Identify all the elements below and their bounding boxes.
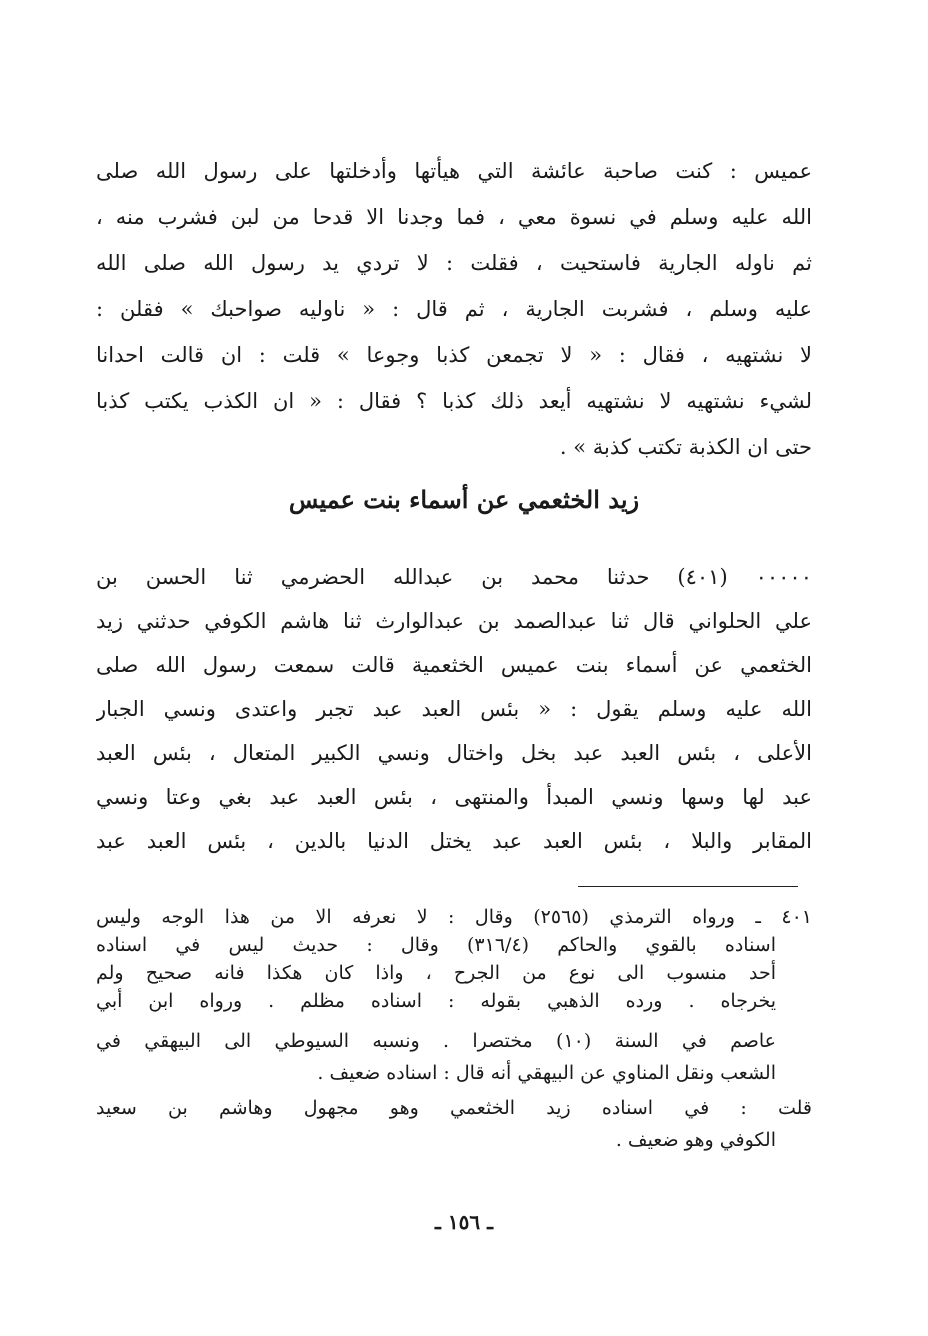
text-line: ثم ناوله الجارية فاستحيت ، فقلت : لا تردي يد رسول الله صلى الله [96, 251, 812, 275]
footnote-line: عاصم في السنة (١٠) مختصرا . ونسبه السيوطي الى البيهقي في [96, 1030, 776, 1052]
text-line: الخثعمي عن أسماء بنت عميس الخثعمية قالت سمعت رسول الله صلى [96, 653, 812, 677]
text-line: عميس : كنت صاحبة عائشة التي هيأتها وأدخلتها على رسول الله صلى [96, 159, 812, 183]
footnote-line: اسناده بالقوي والحاكم (٣١٦/٤) وقال : حديث ليس في اسناده [96, 934, 776, 956]
text-line: الله عليه وسلم في نسوة معي ، فما وجدنا الا قدحا من لبن فشرب منه ، [96, 205, 812, 229]
footnote-line: يخرجاه . ورده الذهبي بقوله : اسناده مظلم . ورواه ابن أبي [96, 990, 776, 1012]
text-line: الله عليه وسلم يقول : « بئس العبد عبد تجبر واعتدى ونسي الجبار [96, 697, 812, 721]
text-line: لا نشتهيه ، فقال : « لا تجمعن كذبا وجوعا » قلت : ان قالت احدانا [96, 343, 812, 367]
footnote-line: الشعب ونقل المناوي عن البيهقي أنه قال : اسناده ضعيف . [317, 1062, 776, 1084]
footnote-line: أحد منسوب الى نوع من الجرح ، واذا كان هكذا فانه صحيح ولم [96, 962, 776, 984]
footnote-line: قلت : في اسناده زيد الخثعمي وهو مجهول وهاشم بن سعيد [96, 1097, 812, 1119]
text-line: عليه وسلم ، فشربت الجارية ، ثم قال : « ناوليه صواحبك » فقلن : [96, 297, 812, 321]
section-heading: زيد الخثعمي عن أسماء بنت عميس [288, 485, 640, 514]
text-line: عبد لها وسها ونسي المبدأ والمنتهى ، بئس العبد عبد بغي وعتا ونسي [96, 785, 812, 809]
footnote-divider [578, 886, 798, 887]
footnote-line: ٤٠١ ـ ورواه الترمذي (٢٥٦٥) وقال : لا نعرفه الا من هذا الوجه وليس [96, 906, 812, 928]
text-line: علي الحلواني قال ثنا عبدالصمد بن عبدالوارث ثنا هاشم الكوفي حدثني زيد [96, 609, 812, 633]
text-line: لشيء نشتهيه لا نشتهيه أيعد ذلك كذبا ؟ فقال : « ان الكذب يكتب كذبا [96, 389, 812, 413]
page-number: ـ ١٥٦ ـ [435, 1210, 493, 1234]
text-line: ٠٠٠٠٠ (٤٠١) حدثنا محمد بن عبدالله الحضرمي ثنا الحسن بن [96, 565, 812, 589]
text-line: حتى ان الكذبة تكتب كذبة » . [559, 435, 812, 459]
footnote-line: الكوفي وهو ضعيف . [615, 1129, 776, 1151]
text-line: المقابر والبلا ، بئس العبد عبد يختل الدنيا بالدين ، بئس العبد عبد [96, 829, 812, 853]
text-line: الأعلى ، بئس العبد عبد بخل واختال ونسي الكبير المتعال ، بئس العبد [96, 741, 812, 765]
